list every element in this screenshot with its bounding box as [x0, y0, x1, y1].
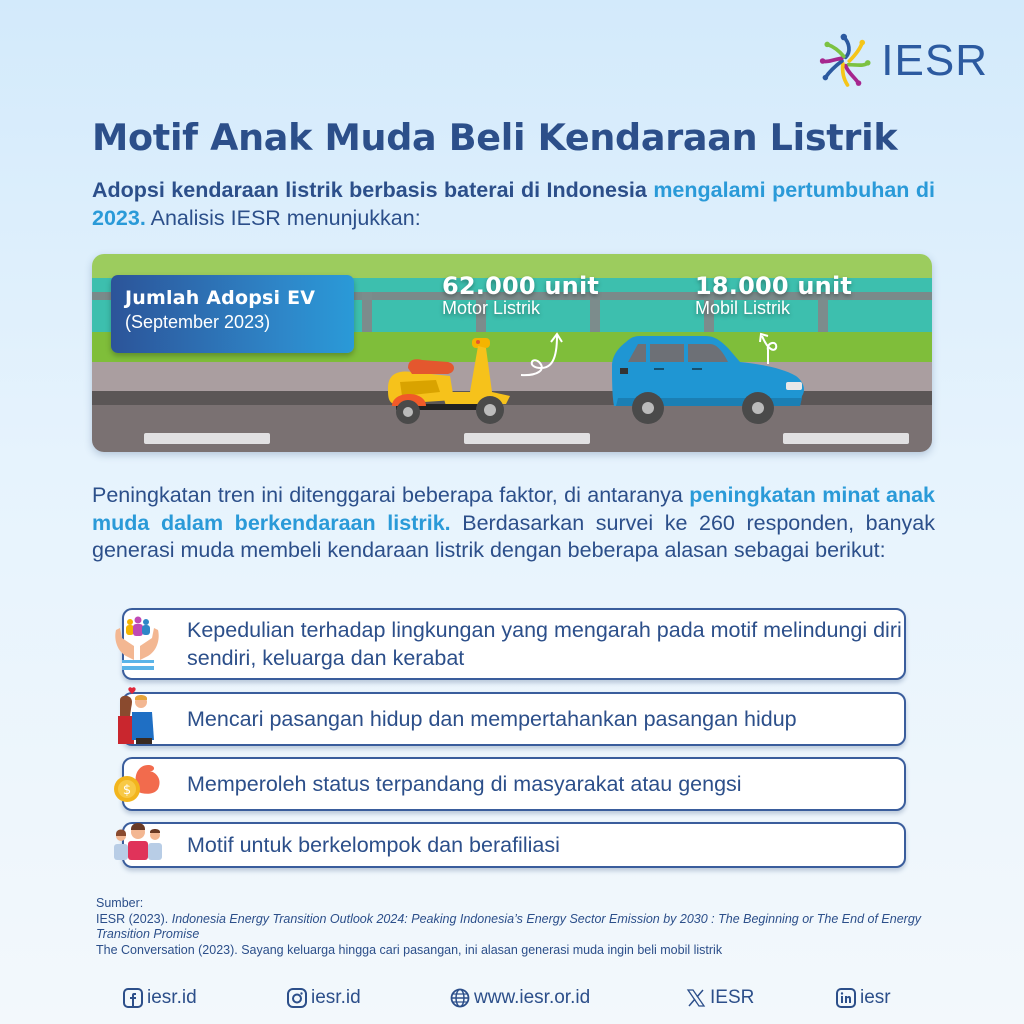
- coin-muscle-icon: [112, 763, 164, 805]
- intro-part2: Analisis IESR menunjukkan:: [145, 206, 421, 230]
- globe-icon: [450, 988, 470, 1008]
- ev-adoption-banner: [92, 254, 932, 452]
- stat-car: [695, 272, 852, 319]
- ev-adoption-title: Jumlah Adopsi EV: [125, 287, 316, 309]
- sources-heading: Sumber:: [96, 896, 144, 910]
- lane-marking: [144, 433, 270, 444]
- survey-highlight: peningkatan minat anak muda dalam berkendaraan listrik.: [92, 483, 935, 535]
- couple-icon: [112, 686, 158, 746]
- intro-highlight: mengalami pertumbuhan di 2023.: [92, 178, 935, 230]
- lane-marking: [464, 433, 590, 444]
- reason-text: Memperoleh status terpandang di masyarakat atau gengsi: [187, 772, 742, 796]
- svg-text:$: $: [122, 783, 132, 798]
- stat-motor-value: 62.000 unit: [442, 272, 600, 300]
- social-linkedin-link[interactable]: [836, 987, 891, 1009]
- facebook-label: iesr.id: [147, 987, 197, 1008]
- stat-car-value: 18.000 unit: [695, 272, 853, 300]
- social-instagram-link[interactable]: [287, 987, 361, 1009]
- logo-text: IESR: [881, 36, 988, 85]
- page-title: Motif Anak Muda Beli Kendaraan Listrik: [92, 116, 898, 159]
- reason-text: Mencari pasangan hidup dan mempertahankan pasangan hidup: [187, 707, 797, 731]
- social-facebook-link[interactable]: [123, 987, 197, 1009]
- ev-adoption-date: (September 2023): [125, 312, 271, 332]
- ev-adoption-label-box: [111, 275, 354, 353]
- x-icon: [686, 988, 706, 1008]
- reason-item: [122, 692, 906, 746]
- social-footer: [0, 987, 1024, 1013]
- reason-item: [122, 608, 906, 680]
- survey-paragraph: [92, 482, 935, 565]
- car-icon: [610, 336, 806, 426]
- curly-arrow-icon: [517, 330, 567, 380]
- intro-paragraph: [92, 176, 935, 232]
- lane-marking: [783, 433, 909, 444]
- source-item: [96, 943, 926, 959]
- hands-protecting-people-icon: [112, 616, 162, 676]
- stat-motor: [442, 272, 599, 319]
- survey-part1: Peningkatan tren ini ditenggarai beberapa faktor, di antaranya: [92, 483, 690, 507]
- sources-section: [96, 896, 926, 958]
- iesr-logo: [818, 28, 988, 94]
- group-people-icon: [112, 820, 164, 860]
- source-item: [96, 912, 926, 943]
- intro-part1: Adopsi kendaraan listrik berbasis baterai di Indonesia: [92, 178, 654, 202]
- social-x-link[interactable]: [686, 987, 754, 1009]
- source-title: Sayang keluarga hingga cari pasangan, ini alasan generasi muda ingin beli mobil listrik: [241, 942, 723, 957]
- survey-part2: Berdasarkan survei ke 260 responden, banyak generasi muda membeli kendaraan listrik dengan beberapa alasan sebagai berikut:: [92, 510, 935, 562]
- instagram-label: iesr.id: [311, 987, 361, 1008]
- x-label: IESR: [710, 987, 755, 1008]
- iesr-swirl-icon: [818, 31, 873, 91]
- scooter-icon: [386, 334, 514, 426]
- source-author: IESR (2023).: [96, 911, 172, 926]
- source-author: The Conversation (2023).: [96, 942, 242, 957]
- facebook-icon: [123, 988, 143, 1008]
- stat-car-label: Mobil Listrik: [695, 298, 791, 318]
- website-label: www.iesr.or.id: [474, 987, 591, 1008]
- social-website-link[interactable]: [450, 987, 590, 1009]
- reason-item: [122, 822, 906, 868]
- source-title: Indonesia Energy Transition Outlook 2024: Peaking Indonesia’s Energy Sector Emission by 2030 : The Beginning or The End of Energy Transition Promise: [96, 911, 922, 942]
- linkedin-label: iesr: [860, 987, 891, 1008]
- instagram-icon: [287, 988, 307, 1008]
- linkedin-icon: [836, 988, 856, 1008]
- reason-item: [122, 757, 906, 811]
- stat-motor-label: Motor Listrik: [442, 298, 541, 318]
- reason-text: Motif untuk berkelompok dan berafiliasi: [187, 833, 560, 857]
- reason-text: Kepedulian terhadap lingkungan yang mengarah pada motif melindungi diri sendiri, keluarga dan kerabat: [187, 618, 902, 670]
